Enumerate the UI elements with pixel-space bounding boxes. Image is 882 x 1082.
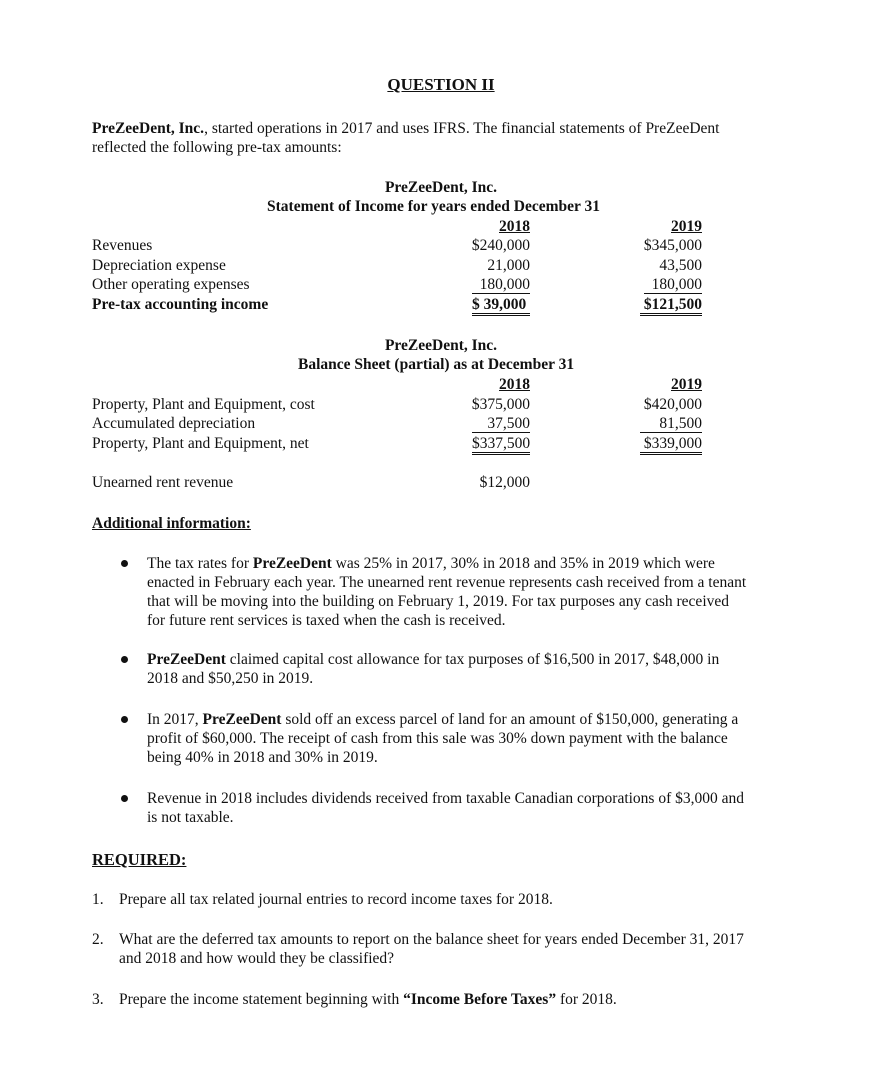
info-item-2-line-2: 2018 and $50,250 in 2019. [147, 670, 314, 687]
income-row-label: Revenues [92, 237, 153, 254]
income-value-2018: 180,000 [472, 275, 530, 294]
balance-value-2019: $420,000 [643, 396, 702, 413]
income-value-2019: $345,000 [643, 237, 702, 254]
balance-value-2018: $375,000 [471, 396, 530, 413]
income-year-2019: 2019 [671, 218, 702, 235]
bullet-icon [121, 716, 128, 723]
unearned-rent-label: Unearned rent revenue [92, 474, 234, 491]
info-company: PreZeeDent [147, 651, 226, 668]
bullet-icon [121, 656, 128, 663]
income-value-2018: $ 39,000 [472, 295, 530, 316]
page-title: QUESTION II [387, 75, 495, 94]
info-item-2-line-1 [147, 650, 719, 669]
balance-year-2019: 2019 [671, 376, 702, 393]
income-row-label: Pre-tax accounting income [92, 296, 269, 313]
balance-value-2018: 37,500 [472, 414, 530, 433]
required-item-2-line-1: What are the deferred tax amounts to report on the balance sheet for years ended December 31, 2017 [119, 931, 744, 948]
required-text: Prepare the income statement beginning with [119, 991, 404, 1008]
income-value-2019: 180,000 [644, 275, 702, 294]
info-text: In 2017, [147, 711, 203, 728]
income-year-2018: 2018 [499, 218, 530, 235]
bullet-icon [121, 795, 128, 802]
required-item-number: 3. [92, 991, 104, 1008]
balance-row-label: Accumulated depreciation [92, 415, 256, 432]
income-value-2019: 43,500 [659, 257, 702, 274]
required-item-number: 2. [92, 931, 104, 948]
required-item-2-line-2: and 2018 and how would they be classified? [119, 950, 395, 967]
intro-company: PreZeeDent, Inc. [92, 120, 205, 137]
info-text: was 25% in 2017, 30% in 2018 and 35% in 2019 which were [331, 555, 715, 572]
intro-text-1: , started operations in 2017 and uses IFRS. The financial statements of PreZeeDent [204, 120, 720, 137]
info-item-1-line-1 [147, 554, 715, 573]
info-item-3-line-3: being 40% in 2018 and 30% in 2019. [147, 749, 378, 766]
required-text: for 2018. [556, 991, 617, 1008]
info-company: PreZeeDent [252, 555, 332, 572]
balance-row-label: Property, Plant and Equipment, cost [92, 396, 315, 413]
required-heading: REQUIRED: [92, 850, 187, 869]
info-text: claimed capital cost allowance for tax purposes of $16,500 in 2017, $48,000 in [225, 651, 720, 668]
intro-line-2: reflected the following pre-tax amounts: [92, 139, 342, 156]
info-text: The tax rates for [147, 555, 253, 572]
balance-sheet-company: PreZeeDent, Inc. [384, 337, 498, 354]
intro-line-1 [92, 119, 719, 138]
info-item-1-line-4: for future rent services is taxed when the cash is received. [147, 612, 506, 629]
income-statement-company: PreZeeDent, Inc. [384, 179, 498, 196]
balance-year-2018: 2018 [499, 376, 530, 393]
required-item-3 [119, 990, 617, 1009]
required-item-number: 1. [92, 891, 104, 908]
balance-sheet-heading: Balance Sheet (partial) as at December 31 [298, 356, 575, 373]
balance-row-label: Property, Plant and Equipment, net [92, 435, 309, 452]
income-value-2018: $240,000 [471, 237, 530, 254]
info-item-1-line-2: enacted in February each year. The unearned rent revenue represents cash received from a tenant [147, 574, 747, 591]
additional-info-heading: Additional information: [92, 515, 251, 532]
info-item-1-line-3: that will be moving into the building on February 1, 2019. For tax purposes any cash received [147, 593, 729, 610]
balance-value-2019: $339,000 [640, 434, 702, 455]
required-emphasis: “Income Before Taxes” [403, 991, 557, 1008]
bullet-icon [121, 560, 128, 567]
income-statement-heading: Statement of Income for years ended December 31 [267, 198, 601, 215]
unearned-rent-2018: $12,000 [479, 474, 530, 491]
income-row-label: Depreciation expense [92, 257, 226, 274]
info-item-4-line-1: Revenue in 2018 includes dividends received from taxable Canadian corporations of $3,000 and [147, 790, 745, 807]
required-item-1: Prepare all tax related journal entries to record income taxes for 2018. [119, 891, 553, 908]
income-row-label: Other operating expenses [92, 276, 250, 293]
info-item-3-line-1 [147, 710, 738, 729]
info-item-3-line-2: profit of $60,000. The receipt of cash from this sale was 30% down payment with the balance [147, 730, 728, 747]
balance-value-2019: 81,500 [640, 414, 702, 433]
income-value-2019: $121,500 [640, 295, 702, 316]
balance-value-2018: $337,500 [472, 434, 530, 455]
info-text: sold off an excess parcel of land for an amount of $150,000, generating a [281, 711, 739, 728]
info-item-4-line-2: is not taxable. [147, 809, 234, 826]
info-company: PreZeeDent [202, 711, 282, 728]
income-value-2018: 21,000 [487, 257, 530, 274]
